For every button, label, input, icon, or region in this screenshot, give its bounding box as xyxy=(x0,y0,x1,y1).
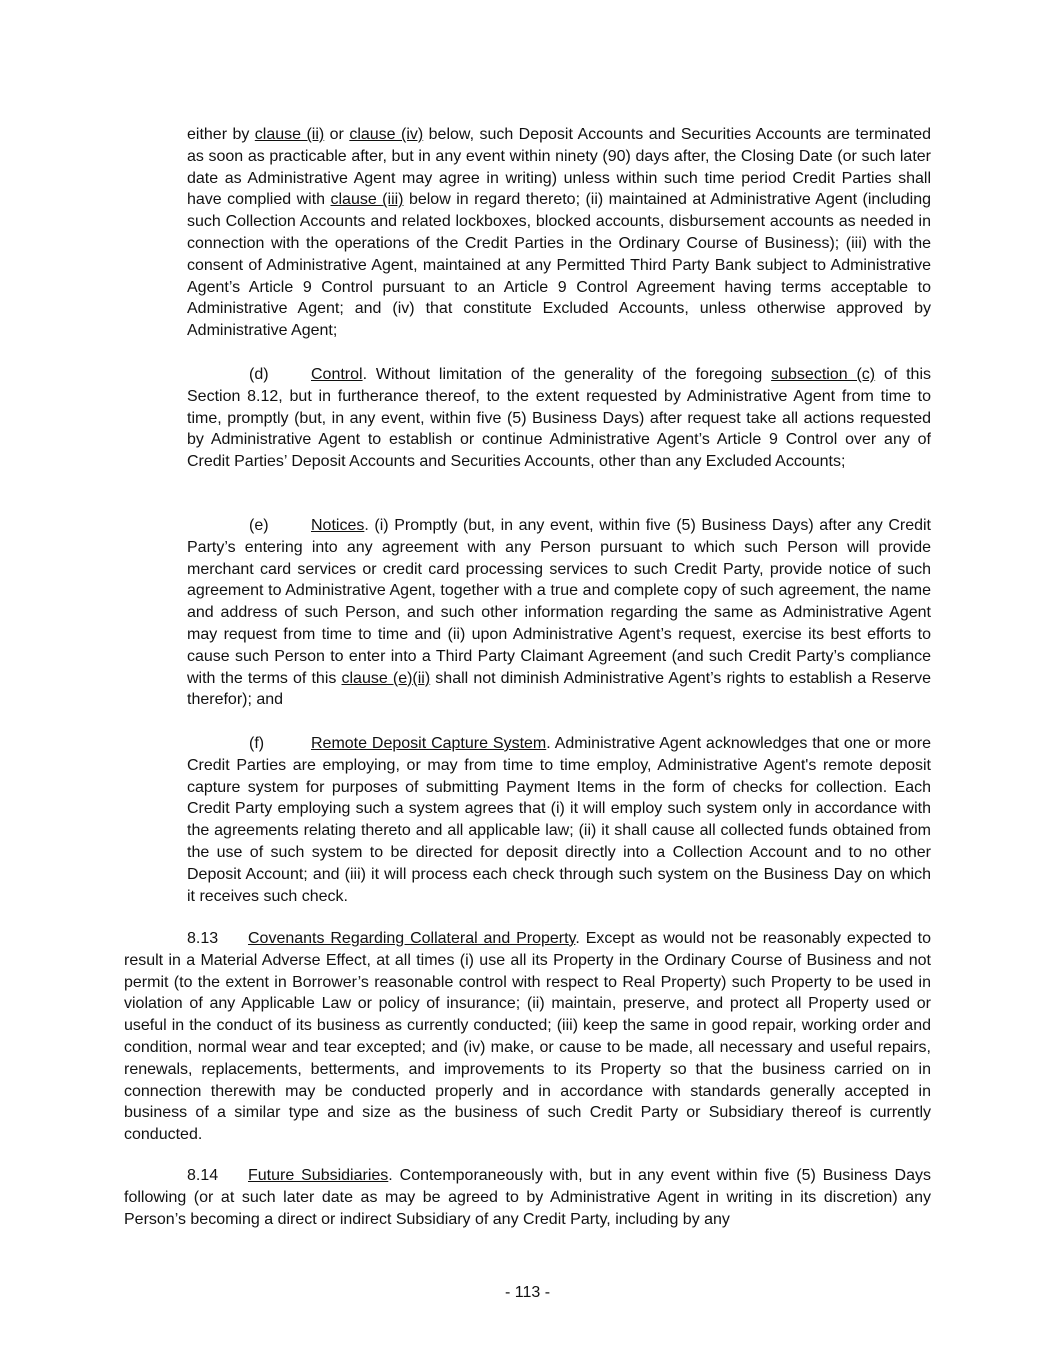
cross-reference: clause (ii) xyxy=(254,126,325,143)
clause-label: (d) xyxy=(249,366,269,383)
cross-reference: subsection (c) xyxy=(771,366,876,383)
paragraph-c-continuation xyxy=(187,124,931,342)
clause-heading: Remote Deposit Capture System xyxy=(311,735,547,752)
text-run: shall not diminish Administrative Agent’s rights to establish a Reserve therefor); and xyxy=(187,669,932,709)
text-run: . Administrative Agent acknowledges that one or more Credit Parties are employing, or may from time to time employ, Administrative Agent's remote deposit capture system for purposes of submitting Payment Items in the form of checks for collection. Each Credit Party employing such a system agrees that (i) it will employ such system only in accordance with the agreements relating thereto and all applicable law; (ii) it shall cause all collected funds obtained from the use of such system to be directed for deposit directly into a Collection Account and to no other Deposit Account; and (iii) it will process each check through such system on the Business Day on which it receives such check. xyxy=(187,735,932,905)
paragraph-f-remote-deposit xyxy=(187,733,931,907)
text-run: either by xyxy=(187,126,255,143)
page-number: - 113 - xyxy=(504,1284,551,1301)
section-heading: Future Subsidiaries xyxy=(248,1167,389,1184)
section-8-14 xyxy=(124,1165,931,1230)
text-run: below, such Deposit Accounts and Securities Accounts are terminated as soon as practicable after, but in any event within ninety (90) days after, the Closing Date (or such later date as Administrative Agent may agree in writing) unless within such time period Credit Parties shall have complied with xyxy=(187,126,932,209)
clause-heading: Notices xyxy=(311,517,365,534)
paragraph-e-notices xyxy=(187,515,931,711)
text-run: below in regard thereto; (ii) maintained at Administrative Agent (including such Collection Accounts and related lockboxes, blocked accounts, disbursement accounts as needed in connection with the operations of the Credit Parties in the Ordinary Course of Business); (iii) with the consent of Administrative Agent, maintained at any Permitted Third Party Bank subject to Administrative Agent’s Article 9 Control pursuant to an Article 9 Control Agreement having terms acceptable to Administrative Agent; and (iv) that constitute Excluded Accounts, unless otherwise approved by Administrative Agent; xyxy=(187,191,932,340)
section-8-13 xyxy=(124,928,931,1146)
section-number: 8.14 xyxy=(187,1167,219,1184)
text-run: . (i) Promptly (but, in any event, within five (5) Business Days) after any Credit Party’s entering into any agreement with any Person pursuant to which such Person will provide merchant card services or credit card processing services to such Credit Party, provide notice of such agreement to Administrative Agent, together with a true and complete copy of such agreement, the name and address of such Person, and such other information regarding the same as Administrative Agent may request from time to time and (ii) upon Administrative Agent’s request, exercise its best efforts to cause such Person to enter into a Third Party Claimant Agreement (and such Credit Party’s compliance with the terms of this xyxy=(187,517,931,687)
text-run: or xyxy=(324,126,350,143)
paragraph-d-control xyxy=(187,364,931,473)
cross-reference: clause (iii) xyxy=(330,191,404,209)
text-run: . Without limitation of the generality of the foregoing xyxy=(362,366,772,383)
text-run: of this Section 8.12, but in furtherance thereof, to the extent requested by Administrative Agent from time to time, promptly (but, in any event, within five (5) Business Days) after request take all actions requested by Administrative Agent to establish or continue Administrative Agent’s Article 9 Control over any of Credit Parties’ Deposit Accounts and Securities Accounts, other than any Excluded Accounts; xyxy=(187,366,932,471)
section-number: 8.13 xyxy=(187,930,219,947)
cross-reference: clause (iv) xyxy=(349,126,424,143)
text-run: . Except as would not be reasonably expected to result in a Material Adverse Effect, at all times (i) use all its Property in the Ordinary Course of Business and not permit (to the extent in Borrower’s reasonable control with respect to Real Property) such Property to be used in violation of any Applicable Law or policy of insurance; (ii) maintain, preserve, and protect all Property used or useful in the conduct of its business as currently conducted; (iii) keep the same in good repair, working order and condition, normal wear and tear excepted; and (iv) make, or cause to be made, all necessary and useful repairs, renewals, replacements, betterments, and improvements to its Property so that the business carried on in connection therewith may be conducted properly and in accordance with standards generally accepted in business of a similar type and size as the business of such Credit Party or Subsidiary thereof is currently conducted. xyxy=(124,930,931,1144)
cross-reference: clause (e)(ii) xyxy=(341,669,431,687)
clause-label: (e) xyxy=(249,517,269,534)
clause-label: (f) xyxy=(249,735,265,752)
section-heading: Covenants Regarding Collateral and Property xyxy=(248,930,576,947)
clause-heading: Control xyxy=(311,366,363,383)
text-run: . Contemporaneously with, but in any event within five (5) Business Days following (or at such later date as may be agreed to by Administrative Agent in writing in its discretion) any Person’s becoming a direct or indirect Subsidiary of any Credit Party, including by any xyxy=(124,1167,931,1228)
